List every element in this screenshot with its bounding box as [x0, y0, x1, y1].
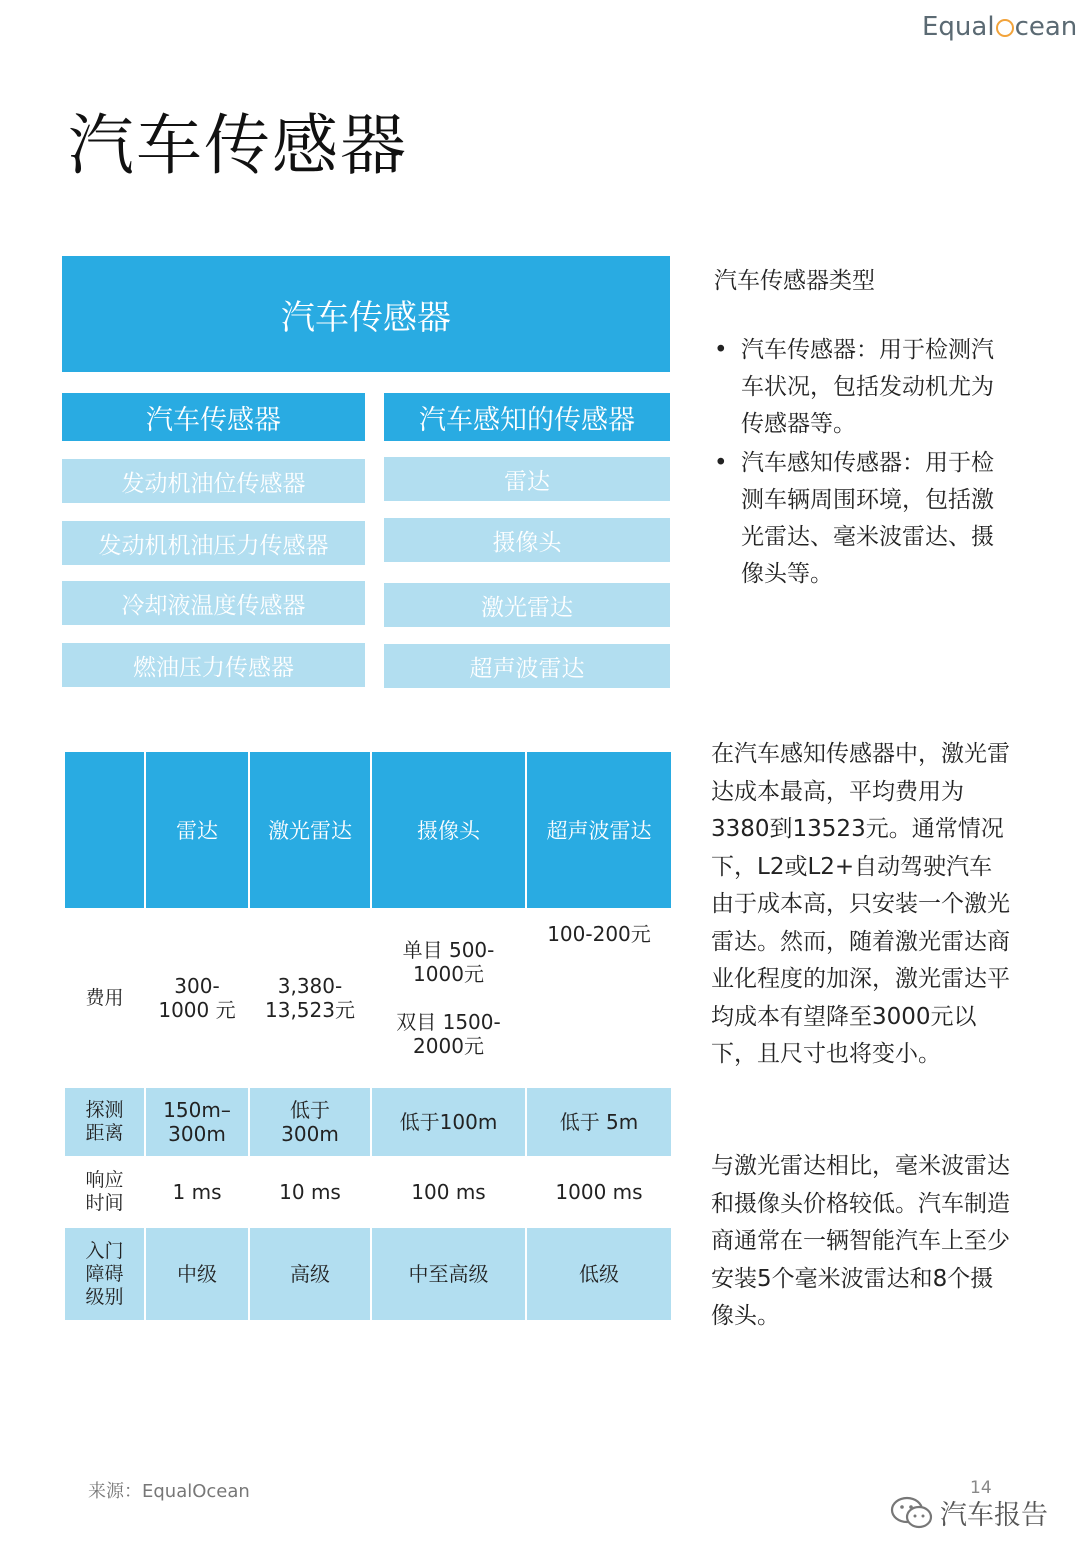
- diagram-left-item: 冷却液温度传感器: [62, 581, 365, 625]
- wechat-watermark: 汽车报告: [890, 1493, 1048, 1532]
- diagram-right-item: 超声波雷达: [384, 644, 670, 688]
- table-cell: 单目 500- 1000元 双目 1500- 2000元: [371, 909, 526, 1087]
- table-cell: 1 ms: [145, 1157, 249, 1227]
- row-label: 费用: [64, 909, 145, 1087]
- table-cell: 300- 1000 元: [145, 909, 249, 1087]
- diagram-left-item: 发动机油位传感器: [62, 459, 365, 503]
- sensor-comparison-table: [63, 750, 673, 1322]
- table-cell: 高级: [249, 1227, 371, 1321]
- table-cell: 中级: [145, 1227, 249, 1321]
- table-cell: 中至高级: [371, 1227, 526, 1321]
- diagram-right-item: 摄像头: [384, 518, 670, 562]
- table-header-cell: [64, 751, 145, 909]
- table-header-cell: 超声波雷达: [526, 751, 672, 909]
- table-cell: 10 ms: [249, 1157, 371, 1227]
- diagram-root: 汽车传感器: [62, 256, 670, 372]
- table-header-row: [64, 751, 672, 909]
- lidar-cost-paragraph: 在汽车感知传感器中，激光雷达成本最高，平均费用为3380到13523元。通常情况下，L2或L2+自动驾驶汽车由于成本高，只安装一个激光雷达。然而，随着激光雷达商业化程度的加深，激光雷达平均成本有望降至3000元以下，且尺寸也将变小。: [711, 741, 1010, 1067]
- table-header-cell: 摄像头: [371, 751, 526, 909]
- table-cell: 1000 ms: [526, 1157, 672, 1227]
- row-label: 响应 时间: [64, 1157, 145, 1227]
- table-cell: 低于 5m: [526, 1087, 672, 1157]
- table-header-cell: 激光雷达: [249, 751, 371, 909]
- table-row: [64, 909, 672, 1087]
- equalocean-logo: Equal cean: [922, 12, 1078, 42]
- table-cell: 低于 300m: [249, 1087, 371, 1157]
- table-header-cell: 雷达: [145, 751, 249, 909]
- table-cell: 低级: [526, 1227, 672, 1321]
- diagram-left-category: 汽车传感器: [62, 393, 365, 441]
- list-item: • 汽车传感器：用于检测汽车状况，包括发动机尤为传感器等。: [714, 332, 1004, 443]
- sidebar-title: 汽车传感器类型: [714, 268, 875, 294]
- table-row: [64, 1157, 672, 1227]
- table-cell: 100-200元: [526, 909, 672, 1087]
- table-row: [64, 1227, 672, 1321]
- table-cell: 3,380- 13,523元: [249, 909, 371, 1087]
- radar-camera-paragraph: 与激光雷达相比，毫米波雷达和摄像头价格较低。汽车制造商通常在一辆智能汽车上至少安装5个毫米波雷达和8个摄像头。: [711, 1153, 1010, 1329]
- table-row: [64, 1087, 672, 1157]
- wechat-icon: [890, 1496, 934, 1530]
- list-item: • 汽车感知传感器：用于检测车辆周围环境，包括激光雷达、毫米波雷达、摄像头等。: [714, 445, 1004, 593]
- diagram-right-item: 雷达: [384, 457, 670, 501]
- row-label: 探测 距离: [64, 1087, 145, 1157]
- diagram-left-item: 燃油压力传感器: [62, 643, 365, 687]
- logo-circle-icon: [996, 19, 1014, 37]
- page-number: 14: [970, 1478, 992, 1498]
- source-note: 来源：EqualOcean: [88, 1481, 250, 1502]
- diagram-right-category: 汽车感知的传感器: [384, 393, 670, 441]
- sensor-type-list: [714, 332, 1004, 595]
- table-cell: 150m– 300m: [145, 1087, 249, 1157]
- diagram-right-item: 激光雷达: [384, 583, 670, 627]
- page-title: 汽车传感器: [68, 107, 408, 184]
- table-cell: 100 ms: [371, 1157, 526, 1227]
- row-label: 入门 障碍 级别: [64, 1227, 145, 1321]
- diagram-left-item: 发动机机油压力传感器: [62, 521, 365, 565]
- table-cell: 低于100m: [371, 1087, 526, 1157]
